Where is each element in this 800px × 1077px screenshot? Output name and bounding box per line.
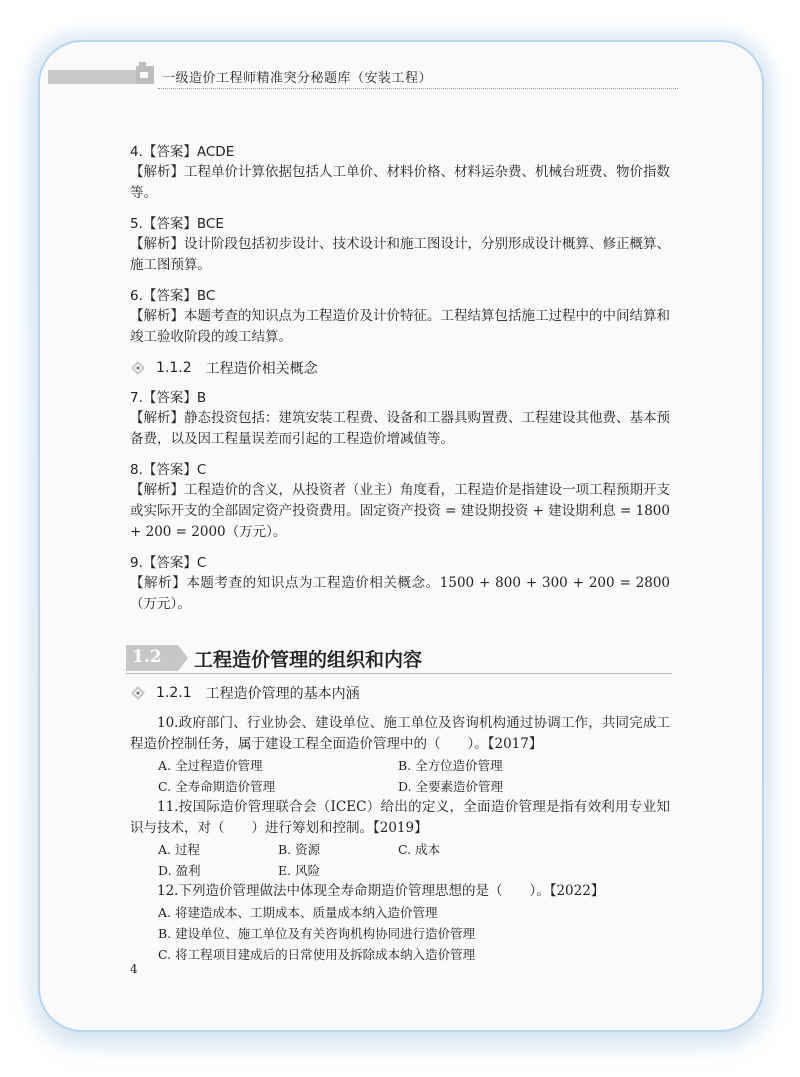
section-heading (126, 643, 670, 675)
subsection-number: 1.2.1 (156, 685, 192, 701)
explanation (130, 162, 670, 204)
answer-line: 4.【答案】ACDE (130, 144, 235, 160)
option-a: A. 过程 (158, 842, 200, 857)
explanation (130, 573, 670, 615)
answer-line: 7.【答案】B (130, 390, 207, 406)
question-11 (130, 797, 670, 881)
question-text: 10.政府部门、行业协会、建设单位、施工单位及咨询机构通过协调工作，共同完成工程造价控制任务，属于建设工程全面造价管理中的（ ）。【2017】 (130, 715, 670, 752)
option-e: E. 风险 (278, 863, 321, 878)
option-c: C. 将工程项目建成后的日常使用及拆除成本纳入造价管理 (158, 947, 476, 962)
explanation-text: 本题考查的知识点为工程造价相关概念。1500 + 800 + 300 + 200 = 2800（万元）。 (130, 575, 671, 612)
section-title: 工程造价管理的组织和内容 (194, 649, 423, 671)
explanation-label: 【解析】 (130, 410, 184, 426)
answer-line: 6.【答案】BC (130, 288, 216, 304)
option-b: B. 资源 (278, 842, 321, 857)
header-title: 一级造价工程师精准突分秘题库（安装工程） (162, 71, 433, 86)
explanation-label: 【解析】 (130, 482, 184, 498)
explanation-label: 【解析】 (130, 575, 187, 591)
explanation-text: 本题考查的知识点为工程造价及计价特征。工程结算包括施工过程中的中间结算和竣工验收阶段的竣工结算。 (130, 308, 670, 345)
answer-5 (130, 214, 670, 276)
explanation (130, 234, 670, 276)
explanation-text: 静态投资包括：建筑安装工程费、设备和工器具购置费、工程建设其他费、基本预备费，以及因工程量误差而引起的工程造价增减值等。 (130, 410, 670, 447)
option-d: D. 盈利 (158, 863, 201, 878)
option-b: B. 全方位造价管理 (398, 758, 503, 773)
answer-8 (130, 460, 670, 543)
answer-line: 5.【答案】BCE (130, 216, 224, 232)
option-c: C. 全寿命期造价管理 (158, 779, 276, 794)
header-bar (48, 70, 140, 84)
subsection-heading (130, 358, 670, 378)
subsection-heading (130, 683, 670, 703)
spacer (518, 839, 668, 860)
section-number: 1.2 (132, 647, 162, 667)
header-divider (158, 88, 678, 89)
option-list (130, 839, 670, 881)
explanation-label: 【解析】 (130, 164, 184, 180)
explanation (130, 480, 670, 543)
explanation-text: 工程单价计算依据包括人工单价、材料价格、材料运杂费、机械台班费、物价指数等。 (130, 164, 670, 201)
subsection-number: 1.1.2 (156, 360, 192, 376)
option-d: D. 全要素造价管理 (398, 779, 504, 794)
question-text: 12.下列造价管理做法中体现全寿命期造价管理思想的是（ ）。【2022】 (157, 883, 605, 899)
option-list (130, 755, 670, 797)
section-underline (126, 673, 672, 674)
explanation-label: 【解析】 (130, 236, 184, 252)
page-number: 4 (130, 962, 138, 976)
option-list (130, 902, 670, 965)
answer-9 (130, 553, 670, 615)
explanation-text: 设计阶段包括初步设计、技术设计和施工图设计，分别形成设计概算、修正概算、施工图预算。 (130, 236, 670, 273)
option-a: A. 全过程造价管理 (158, 758, 263, 773)
question-12 (130, 881, 670, 965)
explanation-text: 工程造价的含义，从投资者（业主）角度看，工程造价是指建设一项工程预期开支或实际开支的全部固定资产投资费用。固定资产投资 = 建设期投资 + 建设期利息 = 1800 + 200 = 2000（万元）。 (130, 482, 670, 540)
section-badge-arrow (178, 645, 188, 671)
question-10 (130, 713, 670, 797)
book-icon (134, 60, 158, 86)
explanation (130, 408, 670, 450)
answer-line: 9.【答案】C (130, 555, 207, 571)
subsection-title: 工程造价相关概念 (205, 361, 318, 377)
explanation (130, 306, 670, 348)
answer-6 (130, 286, 670, 348)
question-text: 11.按国际造价管理联合会（ICEC）给出的定义，全面造价管理是指有效利用专业知识与技术，对（ ）进行筹划和控制。【2019】 (130, 799, 670, 836)
subsection-title: 工程造价管理的基本内涵 (205, 686, 360, 702)
diamond-icon (130, 685, 146, 701)
option-a: A. 将建造成本、工期成本、质量成本纳入造价管理 (158, 905, 438, 920)
running-header (48, 58, 688, 90)
option-c: C. 成本 (398, 842, 441, 857)
answer-7 (130, 388, 670, 450)
main-content (130, 142, 670, 965)
diamond-icon (130, 360, 146, 376)
explanation-label: 【解析】 (130, 308, 184, 324)
option-b: B. 建设单位、施工单位及有关咨询机构协同进行造价管理 (158, 926, 476, 941)
answer-4 (130, 142, 670, 204)
answer-line: 8.【答案】C (130, 462, 207, 478)
